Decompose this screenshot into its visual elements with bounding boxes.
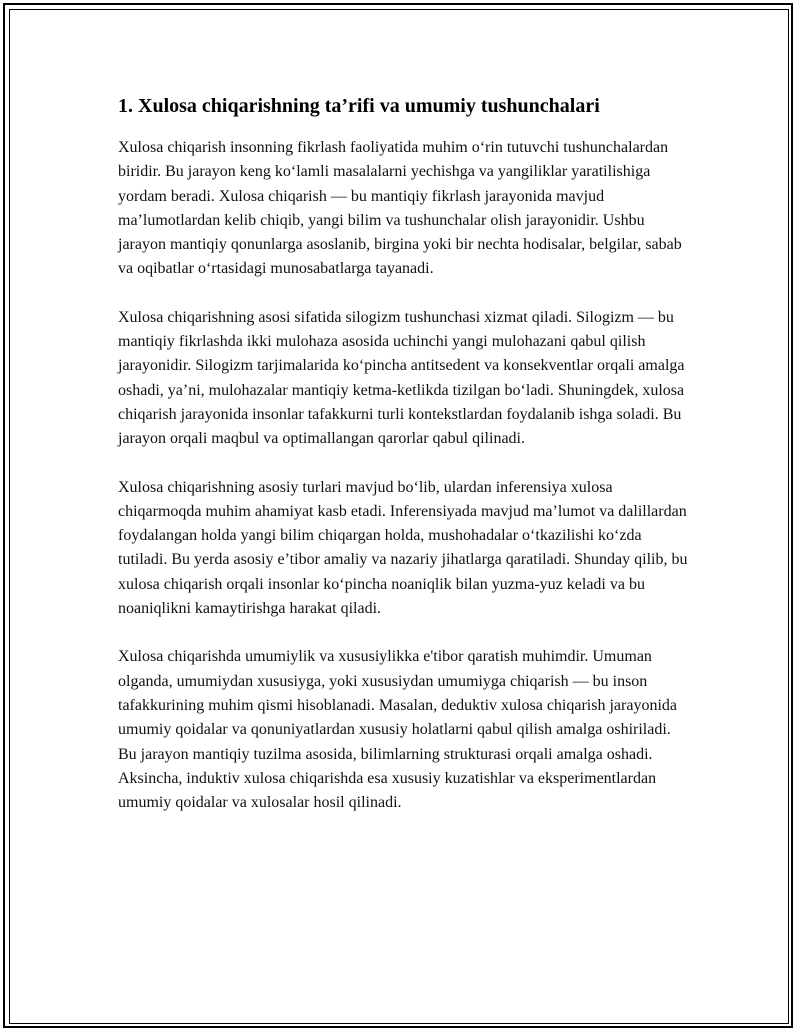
paragraph: Xulosa chiqarishning asosiy turlari mavjud bo‘lib, ulardan inferensiya xulosa chiqarmoqda muhim ahamiyat kasb etadi. Inferensiyada mavjud ma’lumot va dalillardan foydalangan holda yangi bilim chiqargan holda, mushohadalar o‘tkazilishi ko‘zda tutiladi. Bu yerda asosiy e’tibor amaliy va nazariy jihatlarga qaratiladi. Shunday qilib, bu xulosa chiqarish orqali insonlar ko‘pincha noaniqlik bilan yuzma-yuz keladi va bu noaniqlikni kamaytirishga harakat qiladi.: [118, 478, 688, 618]
paragraph: Xulosa chiqarishning asosi sifatida silogizm tushunchasi xizmat qiladi. Silogizm — bu mantiqiy fikrlashda ikki mulohaza asosida uchinchi yangi mulohazani qabul qilish jarayonidir. Silogizm tarjimalarida ko‘pincha antitsedent va konsekventlar orqali amalga oshadi, ya’ni, mulohazalar mantiqiy ketma-ketlikda tizilgan bo‘ladi. Shuningdek, xulosa chiqarish jarayonida insonlar tafakkurni turli kontekstlardan foydalanib ishga soladi. Bu jarayon orqali maqbul va optimallangan qarorlar qabul qilinadi.: [118, 308, 685, 448]
paragraph: Xulosa chiqarishda umumiylik va xususiylikka e'tibor qaratish muhimdir. Umuman olganda, umumiydan xususiyga, yoki xususiydan umumiyga chiqarish — bu inson tafakkurining muhim qismi hisoblanadi. Masalan, deduktiv xulosa chiqarish jarayonida umumiy qoidalar va qonuniyatlardan xususiy holatlarni qabul qilish amalga oshiriladi. Bu jarayon mantiqiy tuzilma asosida, bilimlarning strukturasi orqali amalga oshadi. Aksincha, induktiv xulosa chiqarishda esa xususiy kuzatishlar va eksperimentlardan umumiy qoidalar va xulosalar hosil qilinadi.: [118, 648, 677, 812]
section-heading: 1. Xulosa chiqarishning ta’rifi va umumiy tushunchalari: [118, 95, 600, 117]
document-body: [118, 92, 693, 839]
paragraph: Xulosa chiqarish insonning fikrlash faoliyatida muhim o‘rin tutuvchi tushunchalardan biridir. Bu jarayon keng ko‘lamli masalalarni yechishga va yangiliklar yaratilishiga yordam beradi. Xulosa chiqarish — bu mantiqiy fikrlash jarayonida mavjud ma’lumotlardan kelib chiqib, yangi bilim va tushunchalar olish jarayonidir. Ushbu jarayon mantiqiy qonunlarga asoslanib, birgina yoki bir nechta hodisalar, belgilar, sabab va oqibatlar o‘rtasidagi munosabatlarga tayanadi.: [118, 139, 682, 278]
